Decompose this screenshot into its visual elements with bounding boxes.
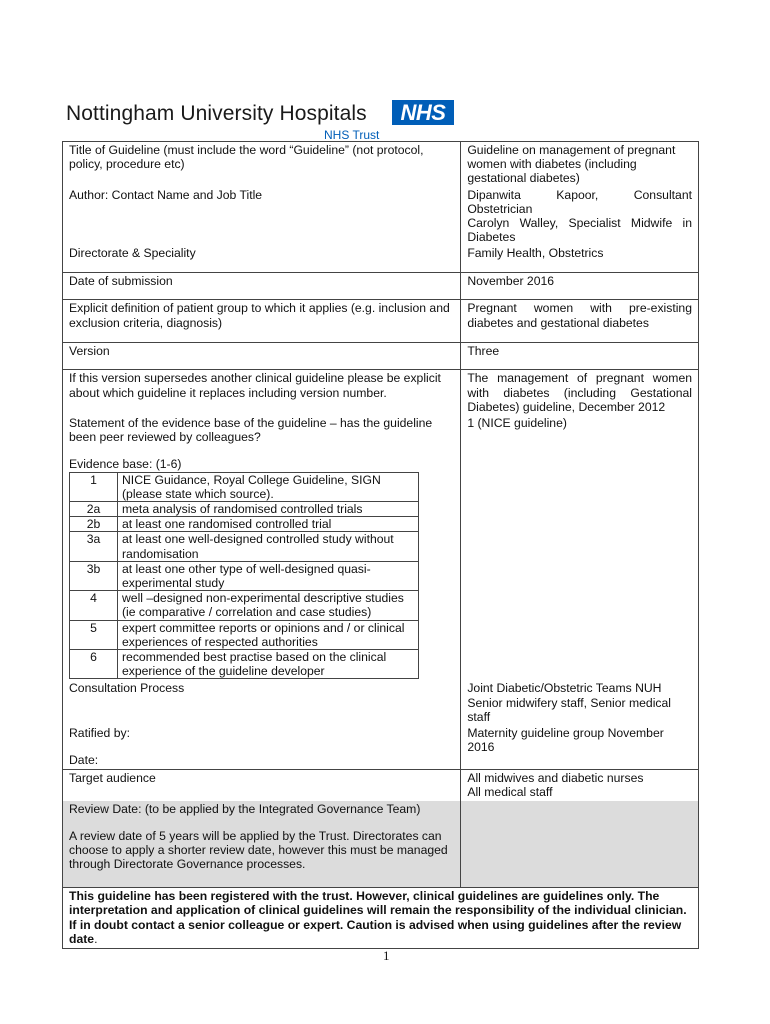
row-title xyxy=(63,142,699,187)
row-submission xyxy=(63,273,699,300)
notice-text: This guideline has been registered with the trust. However, clinical guidelines are guidelines only. The interpretation and application of clinical guidelines will remain the responsibility of the individual clinician. If in doubt contact a senior colleague or expert. Caution is advised when using guidelines after the review date xyxy=(69,888,687,946)
evidence-level-text: at least one randomised controlled trial xyxy=(118,517,419,532)
evidence-cell xyxy=(63,415,461,680)
submission-label: Date of submission xyxy=(63,273,461,300)
evidence-level-text: expert committee reports or opinions and / or clinical experiences of respected authorities xyxy=(118,620,419,649)
audience-value xyxy=(461,770,699,801)
evidence-level-code: 2b xyxy=(70,517,118,532)
review-label: Review Date: (to be applied by the Integrated Governance Team) xyxy=(69,801,421,816)
review-cell xyxy=(63,801,461,888)
submission-value: November 2016 xyxy=(461,273,699,300)
nhs-logo: NHS xyxy=(392,100,454,125)
page-number: 1 xyxy=(383,948,390,963)
ratified-value: Maternity guideline group November 2016 xyxy=(461,725,699,770)
evidence-level-code: 6 xyxy=(70,650,118,679)
nhs-trust-label: NHS Trust xyxy=(324,128,380,142)
audience-value-2: All medical staff xyxy=(467,785,553,800)
audience-value-1: All midwives and diabetic nurses xyxy=(467,771,644,786)
notice-cell xyxy=(63,887,699,948)
directorate-value: Family Health, Obstetrics xyxy=(461,245,699,273)
evidence-level-row xyxy=(70,517,419,532)
author-value xyxy=(461,187,699,246)
ratified-date-label: Date: xyxy=(69,753,99,768)
row-author xyxy=(63,187,699,246)
row-ratified xyxy=(63,725,699,770)
letterhead xyxy=(66,98,458,142)
author-surname: Kapoor, xyxy=(556,187,599,202)
evidence-level-code: 2a xyxy=(70,502,118,517)
row-directorate xyxy=(63,245,699,273)
row-supersedes xyxy=(63,370,699,415)
evidence-level-code: 3b xyxy=(70,561,118,590)
author-first-name: Dipanwita xyxy=(467,187,521,202)
evidence-level-text: well –designed non-experimental descriptive studies (ie comparative / correlation and case studies) xyxy=(118,591,419,620)
evidence-level-row xyxy=(70,561,419,590)
evidence-value: 1 (NICE guideline) xyxy=(461,415,699,680)
directorate-label: Directorate & Speciality xyxy=(63,245,461,273)
supersedes-value: The management of pregnant women with diabetes (including Gestational Diabetes) guideline, December 2012 xyxy=(461,370,699,415)
ratified-label: Ratified by: xyxy=(69,726,130,741)
version-label: Version xyxy=(63,343,461,370)
evidence-label: Statement of the evidence base of the guideline – has the guideline been peer reviewed by colleagues? xyxy=(69,416,433,445)
patient-group-value: Pregnant women with pre-existing diabetes and gestational diabetes xyxy=(461,300,699,343)
row-evidence xyxy=(63,415,699,680)
row-audience xyxy=(63,770,699,801)
organisation-name: Nottingham University Hospitals xyxy=(66,102,367,125)
row-consultation xyxy=(63,680,699,725)
row-notice xyxy=(63,887,699,948)
evidence-level-text: meta analysis of randomised controlled trials xyxy=(118,502,419,517)
evidence-level-row xyxy=(70,650,419,679)
evidence-level-code: 3a xyxy=(70,532,118,561)
author-name-line xyxy=(467,188,692,202)
author-second: Carolyn Walley, Specialist Midwife in Diabetes xyxy=(467,216,692,245)
row-review xyxy=(63,801,699,888)
evidence-level-row xyxy=(70,472,419,501)
consultation-label: Consultation Process xyxy=(63,680,461,725)
author-label: Author: Contact Name and Job Title xyxy=(63,187,461,246)
evidence-base-heading: Evidence base: (1-6) xyxy=(69,457,182,472)
evidence-level-text: NICE Guidance, Royal College Guideline, SIGN (please state which source). xyxy=(118,472,419,501)
evidence-level-code: 5 xyxy=(70,620,118,649)
evidence-levels-table xyxy=(69,472,419,680)
notice-end: . xyxy=(94,932,98,946)
audience-label: Target audience xyxy=(63,770,461,801)
review-text: A review date of 5 years will be applied by the Trust. Directorates can choose to apply a shorter review date, however this must be managed through Directorate Governance processes. xyxy=(69,828,448,872)
row-patient-group xyxy=(63,300,699,343)
title-label: Title of Guideline (must include the word “Guideline” (not protocol, policy, procedure etc) xyxy=(63,142,461,187)
row-version xyxy=(63,343,699,370)
evidence-level-text: at least one well-designed controlled study without randomisation xyxy=(118,532,419,561)
title-value: Guideline on management of pregnant women with diabetes (including gestational diabetes) xyxy=(461,142,699,187)
evidence-level-row xyxy=(70,620,419,649)
evidence-level-row xyxy=(70,591,419,620)
supersedes-label: If this version supersedes another clinical guideline please be explicit about which guideline it replaces including version number. xyxy=(63,370,461,415)
guideline-info-table xyxy=(62,141,699,949)
version-value: Three xyxy=(461,343,699,370)
evidence-level-row xyxy=(70,532,419,561)
review-value xyxy=(461,801,699,888)
author-role-cont: Obstetrician xyxy=(467,201,533,216)
author-role: Consultant xyxy=(633,187,692,202)
evidence-level-text: at least one other type of well-designed quasi-experimental study xyxy=(118,561,419,590)
evidence-level-code: 1 xyxy=(70,472,118,501)
ratified-cell xyxy=(63,725,461,770)
patient-group-label: Explicit definition of patient group to which it applies (e.g. inclusion and exclusion criteria, diagnosis) xyxy=(63,300,461,343)
evidence-level-code: 4 xyxy=(70,591,118,620)
evidence-level-row xyxy=(70,502,419,517)
consultation-value: Joint Diabetic/Obstetric Teams NUH Senior midwifery staff, Senior medical staff xyxy=(461,680,699,725)
evidence-level-text: recommended best practise based on the clinical experience of the guideline developer xyxy=(118,650,419,679)
